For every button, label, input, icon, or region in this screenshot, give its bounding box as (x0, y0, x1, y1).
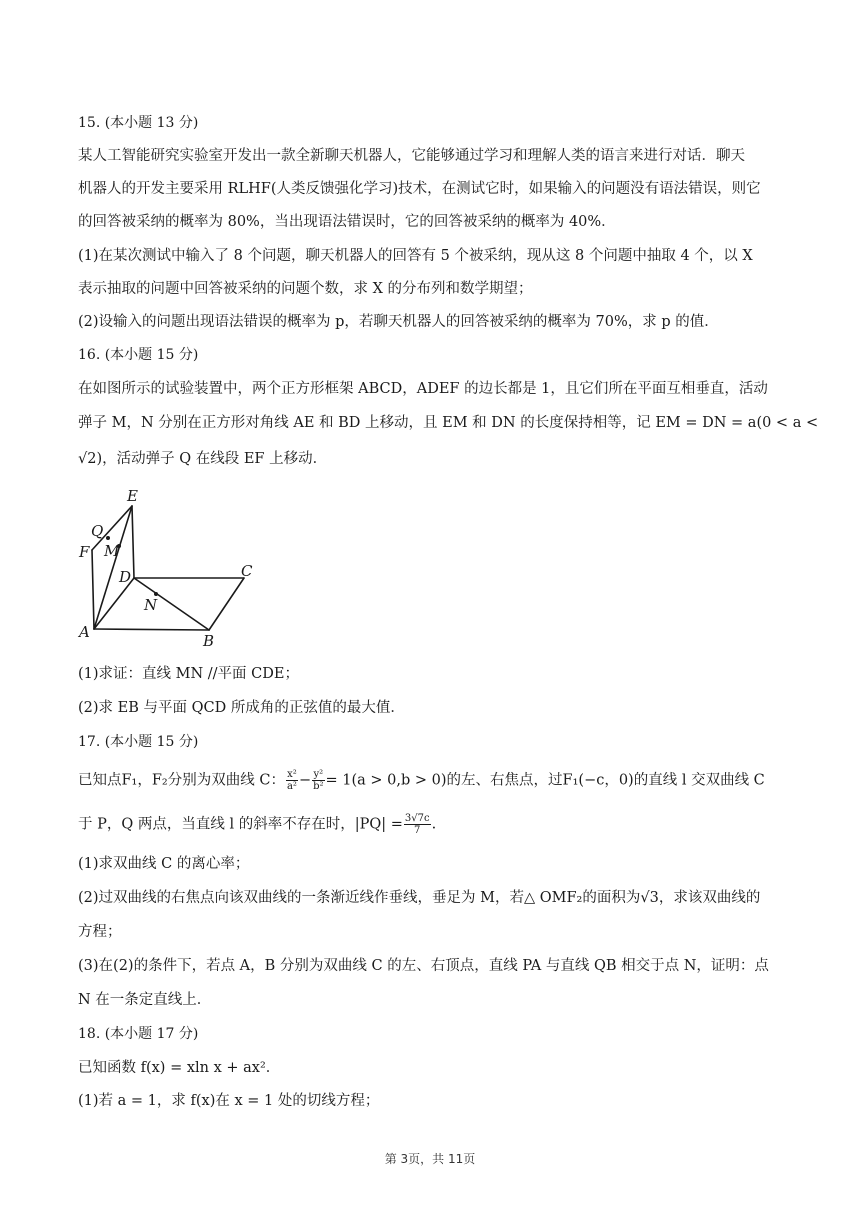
fraction-x2-a2 (286, 769, 298, 792)
edge-BC (209, 578, 244, 630)
label-C: C (241, 562, 253, 580)
page-footer: 第 3页，共 11页 (384, 1152, 476, 1166)
q17-text-line-1 (78, 769, 784, 792)
fraction-pq-length (404, 813, 431, 836)
edge-ED (132, 506, 134, 578)
label-N: N (144, 596, 158, 614)
q17-part-1: (1)求双曲线 C 的离心率； (78, 856, 250, 872)
label-D: D (119, 568, 132, 586)
fraction-numerator: y² (313, 769, 324, 780)
q17-text-line-2 (78, 813, 784, 836)
q17-line1-suffix: = 1(a > 0,b > 0)的左、右焦点，过F₁(−c，0)的直线 l 交双曲线 C (325, 772, 765, 789)
label-M: M (104, 542, 120, 560)
q17-part-3-line-2: N 在一条定直线上． (78, 992, 212, 1008)
fraction-denominator: 7 (414, 825, 421, 836)
fraction-denominator: b² (313, 781, 324, 792)
q16-part-1: (1)求证：直线 MN //平面 CDE； (78, 666, 299, 682)
minus-sign: − (298, 772, 312, 789)
q17-part-3-line-1: (3)在(2)的条件下，若点 A，B 分别为双曲线 C 的左、右顶点，直线 PA 与直线 QB 相交于点 N，证明：点 (78, 958, 769, 974)
q18-part-1: (1)若 a = 1，求 f(x)在 x = 1 处的切线方程； (78, 1093, 380, 1109)
q15-text-line-2: 机器人的开发主要采用 RLHF(人类反馈强化学习)技术，在测试它时，如果输入的问题没有语法错误，则它 (78, 181, 761, 197)
edge-AF (92, 550, 94, 629)
q15-part-1-line-1: (1)在某次测试中输入了 8 个问题，聊天机器人的回答有 5 个被采纳，现从这 8 个问题中抽取 4 个，以 X (78, 248, 753, 264)
fraction-y2-b2 (312, 769, 324, 792)
fraction-denominator: a² (286, 781, 297, 792)
q18-heading: 18. (本小题 17 分) (78, 1026, 199, 1042)
label-B: B (203, 632, 215, 648)
q18-text-line-1: 已知函数 f(x) = xln x + ax²． (78, 1060, 281, 1076)
label-F: F (79, 543, 90, 561)
q16-text-line-3: √2)，活动弹子 Q 在线段 EF 上移动． (78, 451, 328, 467)
q15-text-line-1: 某人工智能研究实验室开发出一款全新聊天机器人，它能够通过学习和理解人类的语言来进行对话．聊天 (78, 148, 745, 164)
q17-part-2-line-2: 方程； (78, 924, 122, 940)
q16-part-2: (2)求 EB 与平面 QCD 所成角的正弦值的最大值． (78, 700, 405, 716)
q16-heading: 16. (本小题 15 分) (78, 347, 199, 363)
q15-part-2: (2)设输入的问题出现语法错误的概率为 p，若聊天机器人的回答被采纳的概率为 70%，求 p 的值． (78, 314, 719, 330)
q16-geometry-figure (76, 484, 266, 648)
fraction-numerator: 3√7c (404, 813, 430, 824)
label-A: A (79, 623, 90, 641)
q17-line2-prefix: 于 P，Q 两点，当直线 l 的斜率不存在时，|PQ| = (78, 816, 403, 833)
q15-heading: 15. (本小题 13 分) (78, 115, 199, 131)
fraction-numerator: x² (287, 769, 297, 780)
q17-line2-suffix: . (431, 816, 437, 833)
point-Q (106, 536, 110, 540)
q15-text-line-3: 的回答被采纳的概率为 80%，当出现语法错误时，它的回答被采纳的概率为 40%． (78, 214, 616, 230)
label-E: E (127, 487, 138, 505)
q16-text-line-1: 在如图所示的试验装置中，两个正方形框架 ABCD，ADEF 的边长都是 1，且它们所在平面互相垂直，活动 (78, 381, 768, 397)
q17-line1-prefix: 已知点F₁，F₂分别为双曲线 C： (78, 772, 285, 789)
q17-part-2-line-1: (2)过双曲线的右焦点向该双曲线的一条渐近线作垂线，垂足为 M，若△ OMF₂的面积为√3，求该双曲线的 (78, 890, 761, 906)
label-Q: Q (91, 522, 104, 540)
q16-text-line-2: 弹子 M，N 分别在正方形对角线 AE 和 BD 上移动，且 EM 和 DN 的长度保持相等，记 EM = DN = a(0 < a < (78, 415, 819, 431)
edge-AB (94, 629, 209, 630)
q17-heading: 17. (本小题 15 分) (78, 734, 199, 750)
q15-part-1-line-2: 表示抽取的问题中回答被采纳的问题个数，求 X 的分布列和数学期望； (78, 281, 533, 297)
